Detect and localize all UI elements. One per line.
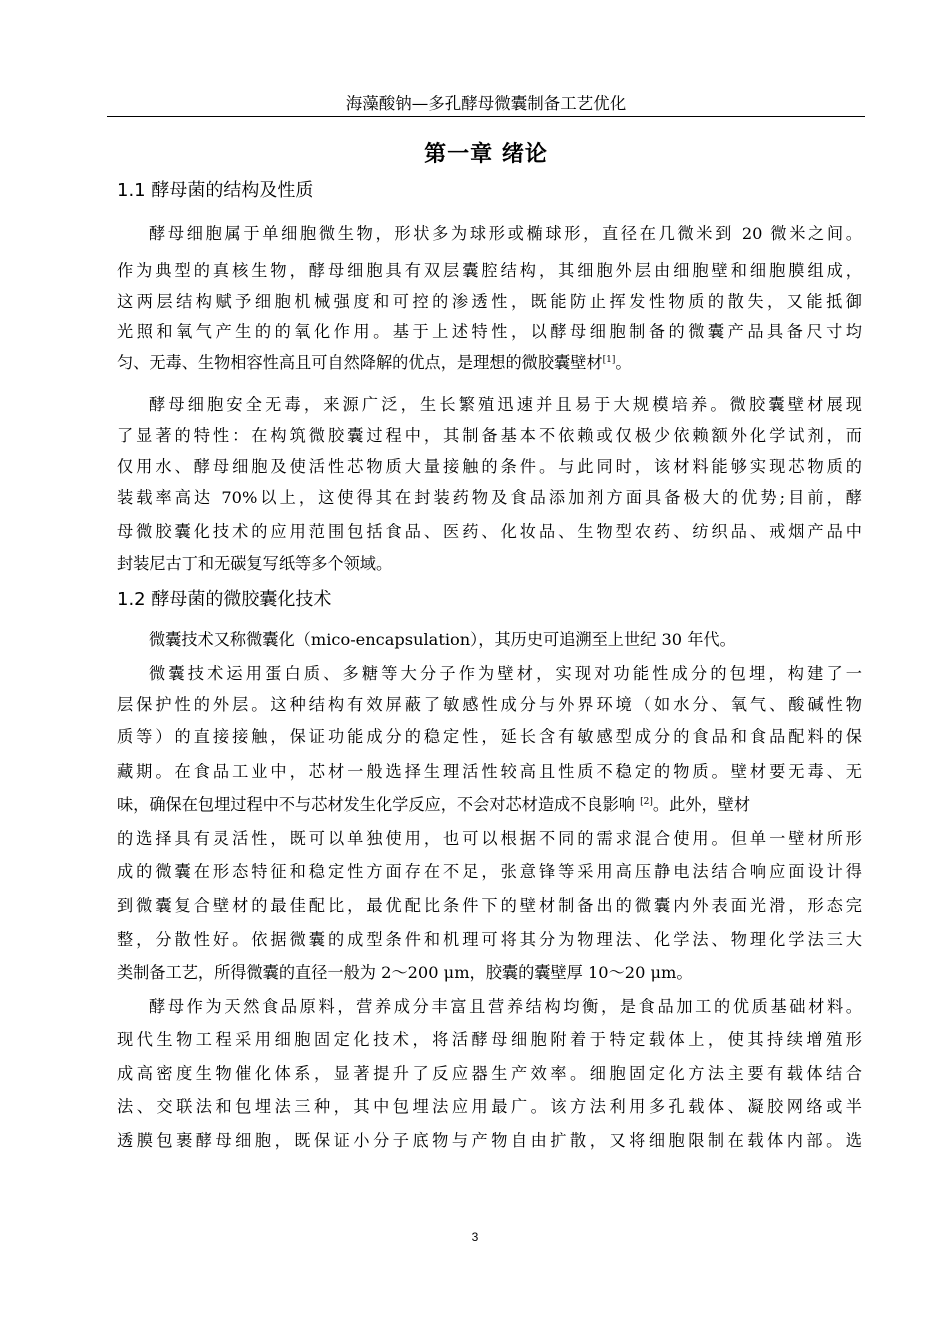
- paragraph-line: 这两层结构赋予细胞机械强度和可控的渗透性，既能防止挥发性物质的散失，又能抵御: [117, 292, 862, 311]
- paragraph-line: 整，分散性好。依据微囊的成型条件和机理可将其分为物理法、化学法、物理化学法三大: [117, 930, 862, 949]
- paragraph-line: 现代生物工程采用细胞固定化技术，将活酵母细胞附着于特定载体上，使其持续增殖形: [117, 1030, 862, 1049]
- paragraph-line: 到微囊复合壁材的最佳配比，最优配比条件下的壁材制备出的微囊内外表面光滑，形态完: [117, 896, 862, 915]
- paragraph-line: 的选择具有灵活性，既可以单独使用，也可以根据不同的需求混合使用。但单一壁材所形: [117, 829, 862, 848]
- running-header: 海藻酸钠—多孔酵母微囊制备工艺优化: [345, 94, 627, 113]
- paragraph-line: 微囊技术又称微囊化（mico-encapsulation），其历史可追溯至上世纪 30 年代。: [149, 630, 736, 649]
- paragraph-line: 透膜包裹酵母细胞，既保证小分子底物与产物自由扩散，又将细胞限制在载体内部。选: [117, 1131, 862, 1150]
- paragraph-line: 酵母细胞属于单细胞微生物，形状多为球形或椭球形，直径在几微米到 20 微米之间。: [149, 224, 862, 243]
- paragraph-line: 仅用水、酵母细胞及使活性芯物质大量接触的条件。与此同时，该材料能够实现芯物质的: [117, 457, 862, 476]
- paragraph-line: 层保护性的外层。这种结构有效屏蔽了敏感性成分与外界环境（如水分、氧气、酸碱性物: [117, 695, 862, 714]
- header-rule: [107, 116, 865, 117]
- paragraph-line: 成的微囊在形态特征和稳定性方面存在不足，张意锋等采用高压静电法结合响应面设计得: [117, 862, 862, 881]
- paragraph-line: 酵母作为天然食品原料，营养成分丰富且营养结构均衡，是食品加工的优质基础材料。: [149, 997, 862, 1016]
- paragraph-line: 光照和氧气产生的的氧化作用。基于上述特性，以酵母细胞制备的微囊产品具备尺寸均: [117, 322, 862, 341]
- paragraph-line: 封装尼古丁和无碳复写纸等多个领域。: [117, 554, 393, 573]
- paragraph-line: 类制备工艺，所得微囊的直径一般为 2～200 μm，胶囊的囊壁厚 10～20 μm。: [117, 963, 693, 982]
- section-heading-1-1: 1.1 酵母菌的结构及性质: [117, 180, 314, 201]
- line-tail: 。: [615, 353, 632, 372]
- paragraph-line-with-citation: [117, 794, 862, 816]
- paragraph-line: 酵母细胞安全无毒，来源广泛，生长繁殖迅速并且易于大规模培养。微胶囊壁材展现: [149, 395, 862, 414]
- paragraph-line: 藏期。在食品工业中，芯材一般选择生理活性较高且性质不稳定的物质。壁材要无毒、无: [117, 762, 862, 781]
- line-text: 匀、无毒、生物相容性高且可自然降解的优点，是理想的微胶囊壁材: [117, 353, 603, 372]
- paragraph-line-with-citation: [117, 352, 862, 374]
- section-heading-1-2: 1.2 酵母菌的微胶囊化技术: [117, 589, 332, 610]
- paragraph-line: 微囊技术运用蛋白质、多糖等大分子作为壁材，实现对功能性成分的包埋，构建了一: [149, 664, 862, 683]
- paragraph-line: 作为典型的真核生物，酵母细胞具有双层囊腔结构，其细胞外层由细胞壁和细胞膜组成，: [117, 261, 862, 280]
- page-number: 3: [471, 1230, 479, 1244]
- paragraph-line: 装载率高达 70%以上，这使得其在封装药物及食品添加剂方面具备极大的优势;目前，酵: [117, 488, 862, 507]
- paragraph-line: 法、交联法和包埋法三种，其中包埋法应用最广。该方法利用多孔载体、凝胶网络或半: [117, 1097, 862, 1116]
- line-tail: 。此外，壁材: [652, 795, 751, 814]
- paragraph-line: 成高密度生物催化体系，显著提升了反应器生产效率。细胞固定化方法主要有载体结合: [117, 1064, 862, 1083]
- paragraph-line: 母微胶囊化技术的应用范围包括食品、医药、化妆品、生物型农药、纺织品、戒烟产品中: [117, 522, 862, 541]
- citation-ref: [1]: [602, 355, 616, 365]
- citation-ref: [2]: [640, 797, 653, 807]
- chapter-title: 第一章 绪论: [424, 142, 548, 167]
- paragraph-line: 了显著的特性：在构筑微胶囊过程中，其制备基本不依赖或仅极少依赖额外化学试剂，而: [117, 426, 862, 445]
- paragraph-line: 质等）的直接接触，保证功能成分的稳定性，延长含有敏感型成分的食品和食品配料的保: [117, 727, 862, 746]
- line-text: 味，确保在包埋过程中不与芯材发生化学反应，不会对芯材造成不良影响: [117, 795, 635, 814]
